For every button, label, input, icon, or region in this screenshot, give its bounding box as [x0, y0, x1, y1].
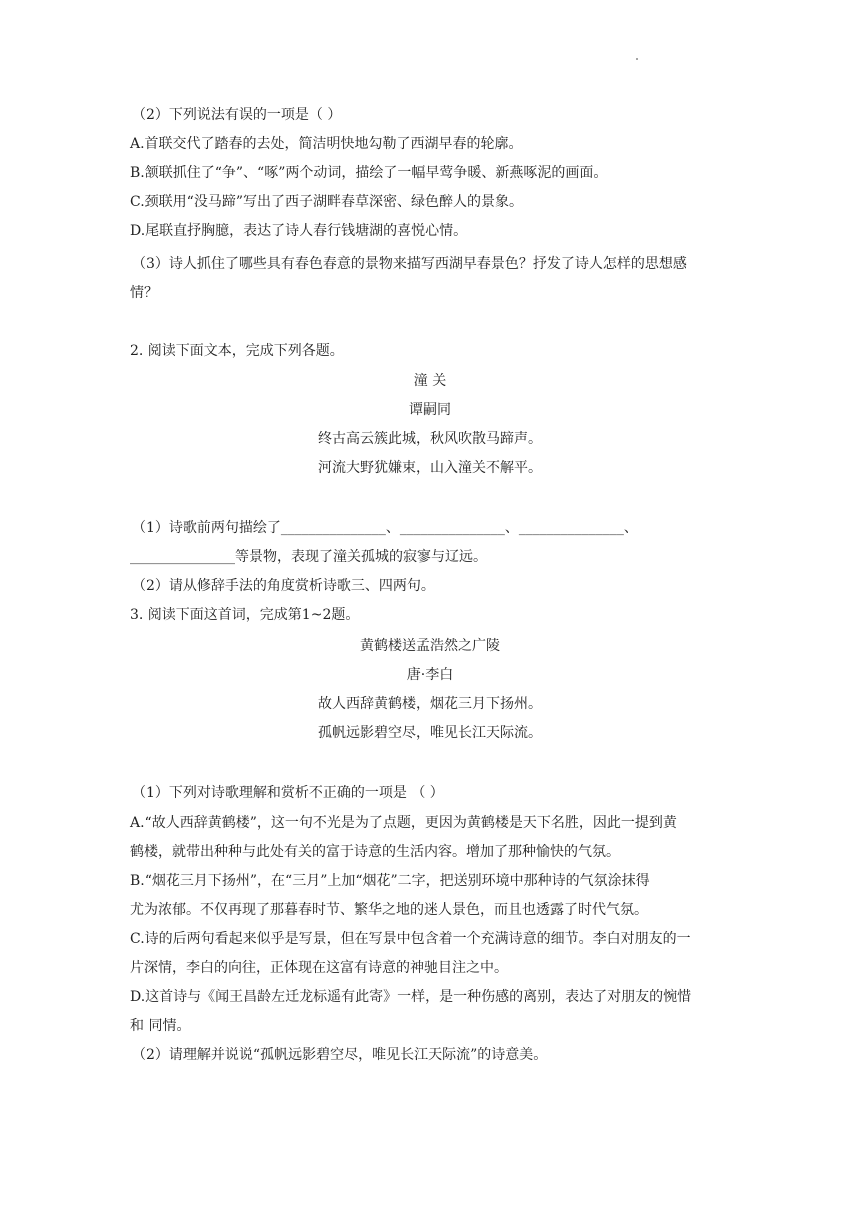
- q3-option-b-line1: B.“烟花三月下扬州”，在“三月”上加“烟花”二字，把送别环境中那种诗的气氛涂抹得: [130, 873, 650, 889]
- q3-option-d-line1: D.这首诗与《闻王昌龄左迁龙标遥有此寄》一样，是一种伤感的离别，表达了对朋友的惋惜: [130, 989, 692, 1005]
- q2-sub2-question: （2）请从修辞手法的角度赏析诗歌三、四两句。: [132, 578, 435, 594]
- q1-sub3-line1: （3）诗人抓住了哪些具有春色春意的景物来描写西湖早春景色？抒发了诗人怎样的思想感: [132, 256, 687, 272]
- q3-sub1-question: （1）下列对诗歌理解和赏析不正确的一项是 （ ）: [132, 785, 444, 801]
- q2-poem-title: 潼 关: [413, 373, 447, 389]
- page-mark: [636, 58, 638, 60]
- q3-option-c-line1: C.诗的后两句看起来似乎是写景，但在写景中包含着一个充满诗意的细节。李白对朋友的一: [130, 931, 691, 947]
- q3-option-a-line1: A.“故人西辞黄鹤楼”，这一句不光是为了点题，更因为黄鹤楼是天下名胜，因此一提到黄: [130, 815, 677, 831]
- q1-sub2-question: （2）下列说法有误的一项是（ ）: [132, 107, 342, 123]
- q3-poem-author: 唐·李白: [406, 667, 454, 683]
- q3-poem-title: 黄鹤楼送孟浩然之广陵: [360, 638, 500, 654]
- q1-option-a: A.首联交代了踏春的去处，简洁明快地勾勒了西湖早春的轮廓。: [130, 136, 523, 152]
- q3-option-c-line2: 片深情，李白的向往，正体现在这富有诗意的神驰目注之中。: [130, 960, 508, 976]
- q3-option-b-line2: 尤为浓郁。不仅再现了那暮春时节、繁华之地的迷人景色，而且也透露了时代气氛。: [130, 902, 648, 918]
- q2-poem-line2: 河流大野犹嫌束，山入潼关不解平。: [318, 460, 542, 476]
- q2-sub1-line1: （1）诗歌前两句描绘了_______________、_______________、_______________、: [132, 520, 638, 536]
- q1-option-c: C.颈联用“没马蹄”写出了西子湖畔春草深密、绿色醉人的景象。: [130, 194, 523, 210]
- q3-sub2-question: （2）请理解并说说“孤帆远影碧空尽，唯见长江天际流”的诗意美。: [132, 1047, 548, 1063]
- q3-stem: 3. 阅读下面这首词，完成第1~2题。: [130, 607, 360, 623]
- q1-sub3-line2: 情？: [130, 285, 158, 301]
- q3-poem-line1: 故人西辞黄鹤楼，烟花三月下扬州。: [318, 696, 542, 712]
- q3-poem-line2: 孤帆远影碧空尽，唯见长江天际流。: [318, 725, 542, 741]
- q2-sub1-line2: _______________等景物，表现了潼关孤城的寂寥与辽远。: [130, 549, 487, 565]
- q3-option-d-line2: 和 同情。: [130, 1018, 191, 1034]
- q2-poem-line1: 终古高云簇此城，秋风吹散马蹄声。: [318, 431, 542, 447]
- q2-poem-author: 谭嗣同: [409, 402, 451, 418]
- q1-option-b: B.颔联抓住了“争”、“啄”两个动词，描绘了一幅早莺争暖、新燕啄泥的画面。: [130, 165, 608, 181]
- q1-option-d: D.尾联直抒胸臆，表达了诗人春行钱塘湖的喜悦心情。: [130, 223, 468, 239]
- q3-option-a-line2: 鹤楼，就带出种种与此处有关的富于诗意的生活内容。增加了那种愉快的气氛。: [130, 844, 620, 860]
- q2-stem: 2. 阅读下面文本，完成下列各题。: [130, 343, 344, 359]
